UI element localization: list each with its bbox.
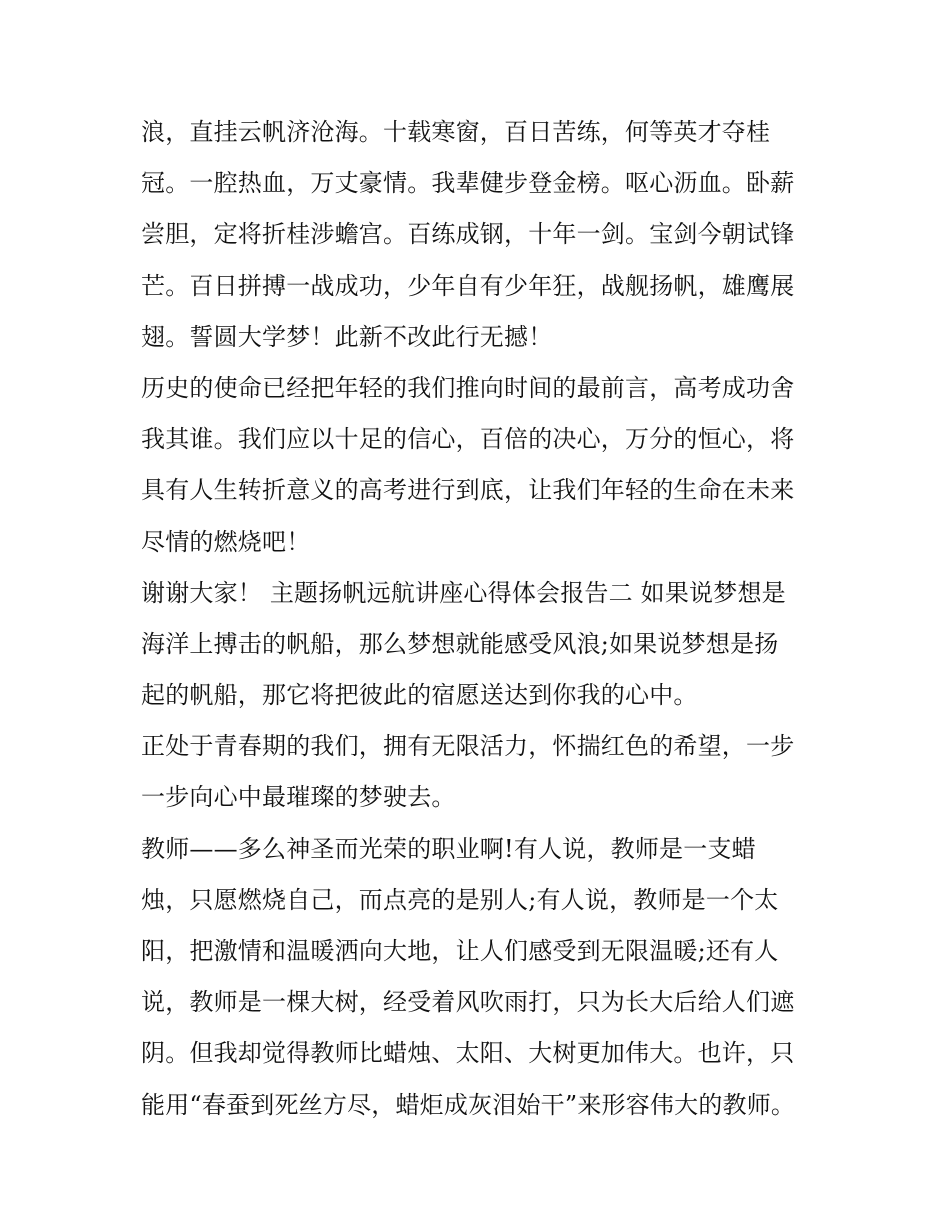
text-line: 冠。一腔热血，万丈豪情。我辈健步登金榜。呕心沥血。卧薪	[141, 169, 795, 198]
text-line: 说，教师是一棵大树，经受着风吹雨打，只为长大后给人们遮	[141, 988, 795, 1017]
text-line: 谢谢大家！ 主题扬帆远航讲座心得体会报告二 如果说梦想是	[141, 578, 786, 607]
text-line: 阳，把激情和温暖洒向大地，让人们感受到无限温暖;还有人	[141, 937, 779, 965]
text-line: 尝胆，定将折桂涉蟾宫。百练成钢，十年一剑。宝剑今朝试锋	[141, 220, 795, 249]
text-line: 能用“春蚕到死丝方尽，蜡炬成灰泪始干”来形容伟大的教师。	[141, 1090, 796, 1119]
text-line: 具有人生转折意义的高考进行到底，让我们年轻的生命在未来	[141, 476, 795, 505]
text-line: 浪，直挂云帆济沧海。十载寒窗，百日苦练，何等英才夺桂	[141, 118, 771, 146]
document-body-text	[141, 107, 821, 1131]
text-line: 教师——多么神圣而光荣的职业啊!有人说，教师是一支蜡	[141, 834, 756, 863]
text-line: 起的帆船，那它将把彼此的宿愿送达到你我的心中。	[141, 681, 698, 710]
text-line: 历史的使命已经把年轻的我们推向时间的最前言，高考成功舍	[141, 373, 795, 402]
text-line: 一步向心中最璀璨的梦驶去。	[141, 783, 456, 812]
text-line: 芒。百日拼搏一战成功，少年自有少年狂，战舰扬帆，雄鹰展	[141, 271, 795, 300]
text-line: 我其谁。我们应以十足的信心，百倍的决心，万分的恒心，将	[141, 425, 795, 454]
text-line: 阴。但我却觉得教师比蜡烛、太阳、大树更加伟大。也许，只	[141, 1039, 795, 1068]
text-line: 海洋上搏击的帆船，那么梦想就能感受风浪;如果说梦想是扬	[141, 629, 779, 658]
text-line: 正处于青春期的我们，拥有无限活力，怀揣红色的希望，一步	[141, 732, 795, 761]
text-line: 尽情的燃烧吧！	[141, 527, 311, 556]
text-line: 烛，只愿燃烧自己，而点亮的是别人;有人说，教师是一个太	[141, 885, 779, 914]
text-line: 翅。誓圆大学梦！此新不改此行无撼！	[141, 322, 553, 351]
